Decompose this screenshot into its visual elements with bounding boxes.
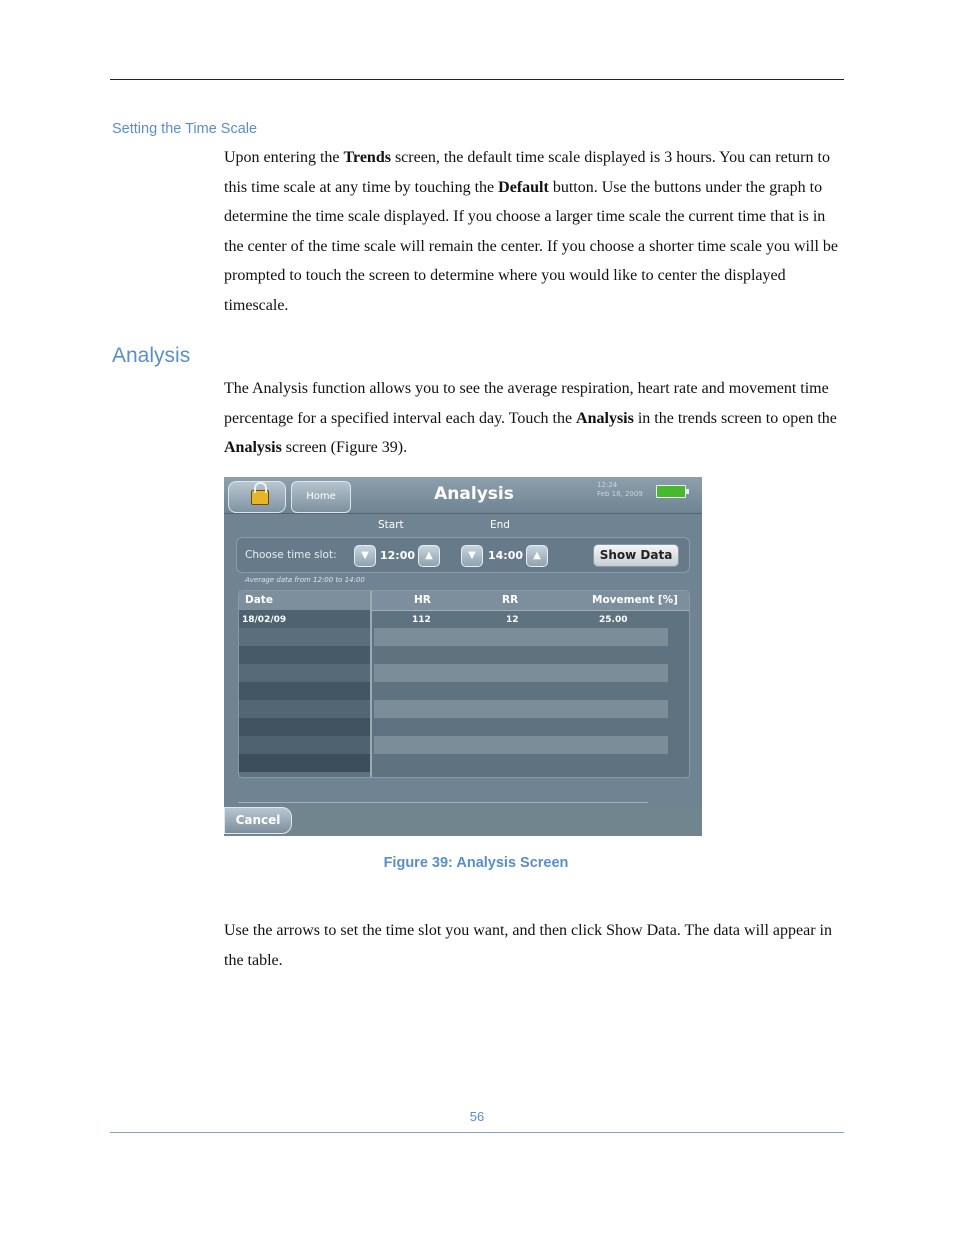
bottom-divider — [238, 802, 648, 803]
analysis-screen-figure — [224, 477, 702, 836]
row-rr: 12 — [506, 615, 519, 625]
chevron-up-icon: ▲ — [425, 550, 433, 561]
clock-time: 12:24 — [597, 481, 618, 489]
date-column — [239, 610, 370, 777]
footer-rule — [110, 1132, 844, 1133]
col-movement: Movement [%] — [592, 594, 678, 606]
col-date: Date — [245, 594, 273, 606]
bottom-bar — [224, 807, 702, 836]
choose-time-slot-label: Choose time slot: — [245, 549, 337, 561]
screen-title: Analysis — [434, 484, 514, 504]
time-slot-panel — [236, 537, 690, 573]
end-time-value: 14:00 — [488, 549, 524, 562]
chevron-up-icon: ▲ — [533, 550, 541, 561]
device-topbar — [224, 477, 702, 514]
lock-icon — [251, 490, 269, 505]
row-date: 18/02/09 — [242, 615, 287, 625]
row-hr: 112 — [412, 615, 431, 625]
cancel-button[interactable]: Cancel — [224, 807, 292, 834]
chevron-down-icon: ▼ — [361, 550, 369, 561]
bold-term: Trends — [343, 149, 391, 166]
chevron-down-icon: ▼ — [468, 550, 476, 561]
bold-term: Default — [498, 178, 549, 196]
column-divider — [370, 591, 372, 777]
start-label: Start — [378, 519, 404, 531]
home-button[interactable]: Home — [291, 481, 351, 513]
figure-caption: Figure 39: Analysis Screen — [383, 855, 569, 871]
header-rule — [110, 79, 844, 80]
end-down-button[interactable] — [461, 545, 483, 567]
start-time-value: 12:00 — [380, 549, 416, 562]
battery-icon — [656, 485, 686, 498]
col-hr: HR — [414, 594, 431, 606]
show-data-button[interactable]: Show Data — [593, 544, 679, 567]
row-movement: 25.00 — [599, 615, 628, 625]
paragraph-analysis: The Analysis function allows you to see the average respiration, heart rate and movement time percentage for a specified interval each day. Touch the Analysis in the trends screen to open the Analysis screen (Figure 39). — [224, 380, 837, 457]
clock-date: Feb 18, 2009 — [597, 490, 643, 498]
average-note: Average data from 12:00 to 14:00 — [245, 576, 365, 584]
bold-term: Analysis — [576, 409, 634, 427]
lock-button[interactable] — [228, 481, 286, 513]
analysis-table — [238, 590, 690, 778]
subheading-time-scale: Setting the Time Scale — [112, 121, 258, 137]
heading-analysis: Analysis — [112, 344, 191, 367]
start-down-button[interactable] — [354, 545, 376, 567]
end-label: End — [490, 519, 510, 531]
page-number: 56 — [469, 1109, 485, 1124]
paragraph-time-scale: Upon entering the Trends screen, the default time scale displayed is 3 hours. You can return to this time scale at any time by touching the Default button. Use the buttons under the graph to determine the time scale displayed. If you choose a larger time scale the current time that is in the center of the time scale will remain the center. If you choose a shorter time scale you will be prompted to touch the screen to determine where you would like to center the displayed timescale. — [224, 149, 838, 314]
table-header — [239, 591, 689, 611]
bold-term: Analysis — [224, 439, 282, 457]
clock-display — [597, 481, 643, 499]
col-rr: RR — [502, 594, 519, 606]
start-up-button[interactable] — [418, 545, 440, 567]
paragraph-instructions: Use the arrows to set the time slot you want, and then click Show Data. The data will appear in the table. — [224, 922, 832, 969]
end-up-button[interactable] — [526, 545, 548, 567]
